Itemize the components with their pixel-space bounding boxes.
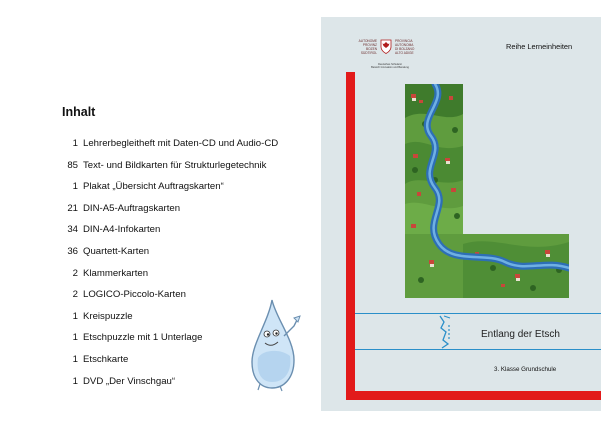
list-item [44, 159, 319, 181]
item-quantity: 21 [67, 202, 78, 214]
item-quantity: 34 [67, 224, 78, 236]
item-label: Etschkarte [83, 353, 129, 365]
list-item [44, 202, 319, 224]
river-outline-icon [428, 314, 458, 350]
item-quantity: 1 [72, 181, 78, 193]
item-quantity: 1 [72, 332, 78, 344]
logo-line: PROVINZ [362, 43, 377, 47]
item-label: Lehrerbegleitheft mit Daten-CD und Audio-CD [83, 138, 279, 149]
cover-title: Entlang der Etsch [481, 329, 560, 340]
logo-text-italian [395, 39, 421, 55]
logo-line: PROVINCIA [395, 39, 413, 43]
logo-line: AUTONOME [358, 39, 377, 43]
item-label: DVD „Der Vinschgau“ [83, 375, 176, 387]
item-quantity: 1 [72, 138, 78, 149]
item-quantity: 2 [72, 267, 78, 279]
province-logo [351, 39, 423, 83]
water-drop-mascot-icon [250, 296, 302, 392]
logo-subline-2: Bereich Innovation und Beratung [371, 66, 409, 70]
red-l-bar-vertical [346, 72, 355, 399]
item-label: Etschpuzzle mit 1 Unterlage [83, 332, 203, 344]
logo-line: DI BOLZANO [395, 47, 415, 51]
contents-title: Inhalt [62, 105, 96, 119]
item-quantity: 1 [72, 310, 78, 322]
logo-subline-1: Deutsches Schulamt [378, 63, 402, 66]
list-item [44, 245, 319, 267]
blue-rule-bottom [355, 349, 601, 350]
logo-line: SÜDTIROL [360, 51, 377, 55]
item-quantity: 2 [72, 289, 78, 301]
item-label: DIN-A5-Auftragskarten [83, 202, 181, 214]
item-label: Text- und Bildkarten für Strukturlegetechnik [83, 159, 267, 171]
list-item [44, 180, 319, 202]
logo-line: AUTONOMA [395, 43, 414, 47]
item-quantity: 85 [67, 159, 78, 171]
item-quantity: 36 [67, 245, 78, 257]
etsch-river-valley-map [405, 84, 569, 298]
item-quantity: 1 [72, 353, 78, 365]
item-label: Klammerkarten [83, 267, 149, 279]
series-title: Reihe Lerneinheiten [506, 42, 573, 51]
eagle-coat-of-arms-icon [380, 39, 392, 54]
item-label: Quartett-Karten [83, 245, 150, 257]
list-item [44, 223, 319, 245]
list-item [44, 137, 319, 159]
blue-rule-top [355, 313, 601, 314]
item-quantity: 1 [72, 375, 78, 387]
item-label: LOGICO-Piccolo-Karten [83, 289, 186, 301]
item-label: Kreispuzzle [83, 310, 133, 322]
logo-line: BOZEN [366, 47, 377, 51]
item-label: Plakat „Übersicht Auftragskarten“ [83, 181, 224, 193]
red-l-bar-horizontal [346, 391, 601, 400]
logo-subline [361, 63, 419, 70]
cover-subtitle: 3. Klasse Grundschule [494, 366, 557, 373]
list-item [44, 267, 319, 289]
logo-text-german [351, 39, 377, 55]
cover [321, 17, 601, 411]
logo-line: ALTO ADIGE [395, 51, 414, 55]
item-label: DIN-A4-Infokarten [83, 224, 161, 236]
